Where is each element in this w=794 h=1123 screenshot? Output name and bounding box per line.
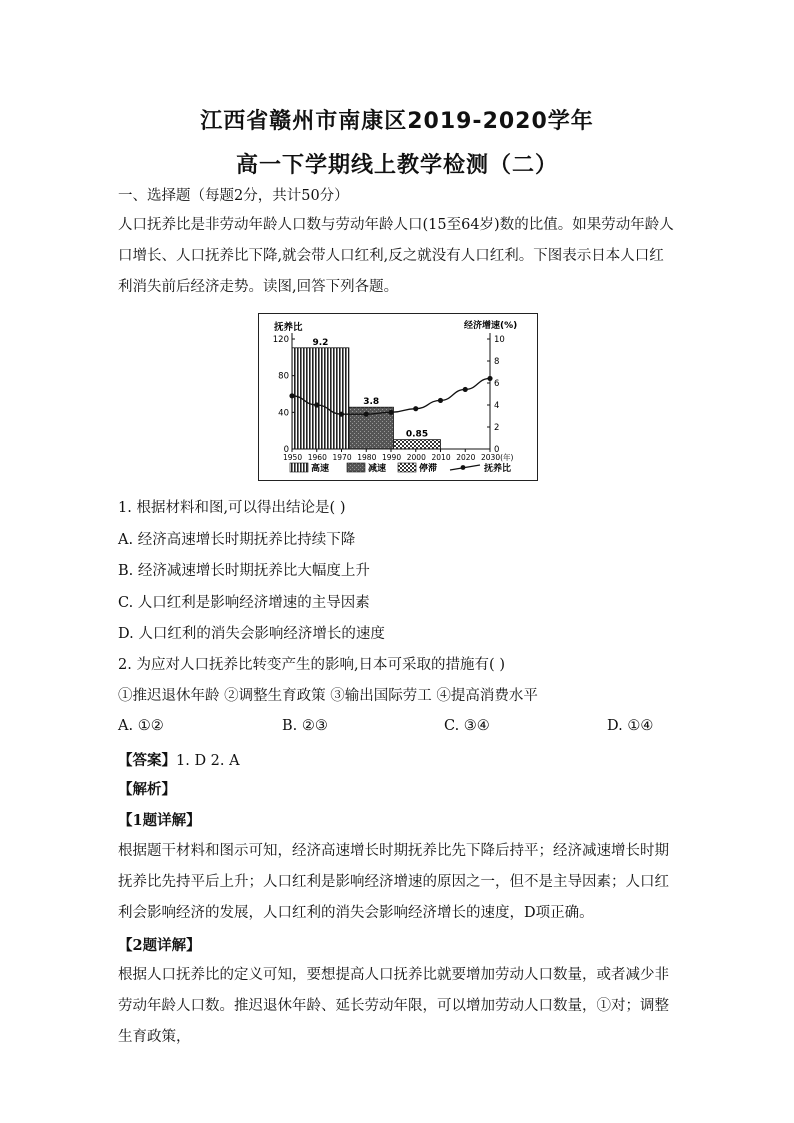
dependency-ratio-point (314, 402, 319, 407)
q1-option-d: D. 人口红利的消失会影响经济增长的速度 (118, 626, 385, 642)
answer-line (118, 749, 240, 770)
x-tick-label: 2010 (431, 453, 451, 462)
bar-value-label: 3.8 (363, 397, 380, 408)
legend-point-symbol (461, 465, 466, 470)
left-tick-label: 120 (272, 335, 289, 345)
q2-option-c: C. ③④ (444, 718, 490, 734)
q2-option-d: D. ①④ (607, 718, 654, 734)
dependency-ratio-point (487, 376, 492, 381)
left-tick-label: 40 (278, 408, 289, 419)
x-tick-label: 2020 (456, 453, 476, 462)
dependency-ratio-point (339, 412, 344, 417)
left-axis-label: 抚养比 (274, 322, 303, 333)
population-chart (258, 313, 538, 481)
chart-svg (258, 313, 538, 481)
q1-detail-text: 根据题干材料和图示可知，经济高速增长时期抚养比先下降后持平；经济减速增长时期抚养比先持平后上升；人口红利是影响经济增速的原因之一，但不是主导因素；人口红利会影响经济的发展，人口红利的消失会影响经济增长的速度，D项正确。 (118, 843, 669, 921)
q2-detail-label: 【2题详解】 (118, 937, 201, 954)
q2-option-a: A. ①② (118, 718, 164, 734)
q1-option-c: C. 人口红利是影响经济增速的主导因素 (118, 595, 370, 611)
analysis-label: 【解析】 (118, 781, 176, 798)
bar-value-label: 0.85 (405, 429, 429, 440)
q2-stem: 2. 为应对人口抚养比转变产生的影响,日本可采取的措施有( ) (118, 657, 505, 673)
legend-label: 高速 (311, 464, 330, 474)
answer-text: 1. D 2. A (176, 753, 240, 769)
q1-option-b: B. 经济减速增长时期抚养比大幅度上升 (118, 563, 370, 579)
left-tick-label: 0 (283, 445, 289, 455)
right-axis-label: 经济增速(%) (464, 321, 518, 331)
dependency-ratio-point (463, 387, 468, 392)
right-tick-label: 4 (494, 401, 500, 411)
dependency-ratio-point (289, 393, 294, 398)
q1-stem: 1. 根据材料和图,可以得出结论是( ) (118, 500, 346, 516)
q2-measures: ①推迟退休年龄 ②调整生育政策 ③输出国际劳工 ④提高消费水平 (118, 688, 538, 704)
legend-swatch-停滞 (398, 463, 416, 472)
x-tick-label: 1970 (332, 453, 352, 462)
right-tick-label: 0 (494, 445, 500, 455)
right-tick-label: 2 (494, 423, 500, 433)
section-heading: 一、选择题（每题2分，共计50分） (118, 188, 349, 204)
legend-label: 停滞 (419, 464, 438, 474)
x-tick-label: 1990 (382, 453, 402, 462)
x-tick-label: 2030(年) (481, 453, 514, 462)
q1-option-a: A. 经济高速增长时期抚养比持续下降 (118, 532, 356, 548)
legend-swatch-高速 (290, 463, 308, 472)
title-line-1: 江西省赣州市南康区2019-2020学年 (200, 109, 594, 134)
left-tick-label: 80 (278, 371, 289, 382)
bar-value-label: 9.2 (312, 337, 329, 348)
dependency-ratio-point (364, 412, 369, 417)
q1-detail-label: 【1题详解】 (118, 812, 201, 829)
legend-label: 抚养比 (484, 464, 512, 474)
legend-label: 减速 (368, 464, 387, 474)
bar-停滞 (393, 440, 440, 449)
x-tick-label: 1980 (357, 453, 377, 462)
x-tick-label: 1960 (307, 453, 327, 462)
x-tick-label: 2000 (406, 453, 426, 462)
dependency-ratio-point (388, 410, 393, 415)
right-tick-label: 6 (494, 379, 500, 389)
answer-label: 【答案】 (118, 752, 176, 769)
dependency-ratio-point (438, 398, 443, 403)
dependency-ratio-point (413, 406, 418, 411)
q2-option-b: B. ②③ (282, 718, 328, 734)
x-tick-label: 1950 (283, 453, 303, 462)
legend-swatch-减速 (347, 463, 365, 472)
right-tick-label: 10 (494, 335, 505, 345)
intro-paragraph: 人口抚养比是非劳动年龄人口数与劳动年龄人口(15至64岁)数的比值。如果劳动年龄人口增长、人口抚养比下降,就会带人口红利,反之就没有人口红利。下图表示日本人口红利消失前后经济走势。读图,回答下列各题。 (118, 217, 674, 295)
q2-detail-text: 根据人口抚养比的定义可知，要想提高人口抚养比就要增加劳动人口数量，或者减少非劳动年龄人口数。推迟退休年龄、延长劳动年限，可以增加劳动人口数量，①对；调整生育政策， (118, 967, 669, 1045)
right-tick-label: 8 (494, 357, 500, 367)
title-line-2: 高一下学期线上教学检测（二） (235, 153, 558, 178)
